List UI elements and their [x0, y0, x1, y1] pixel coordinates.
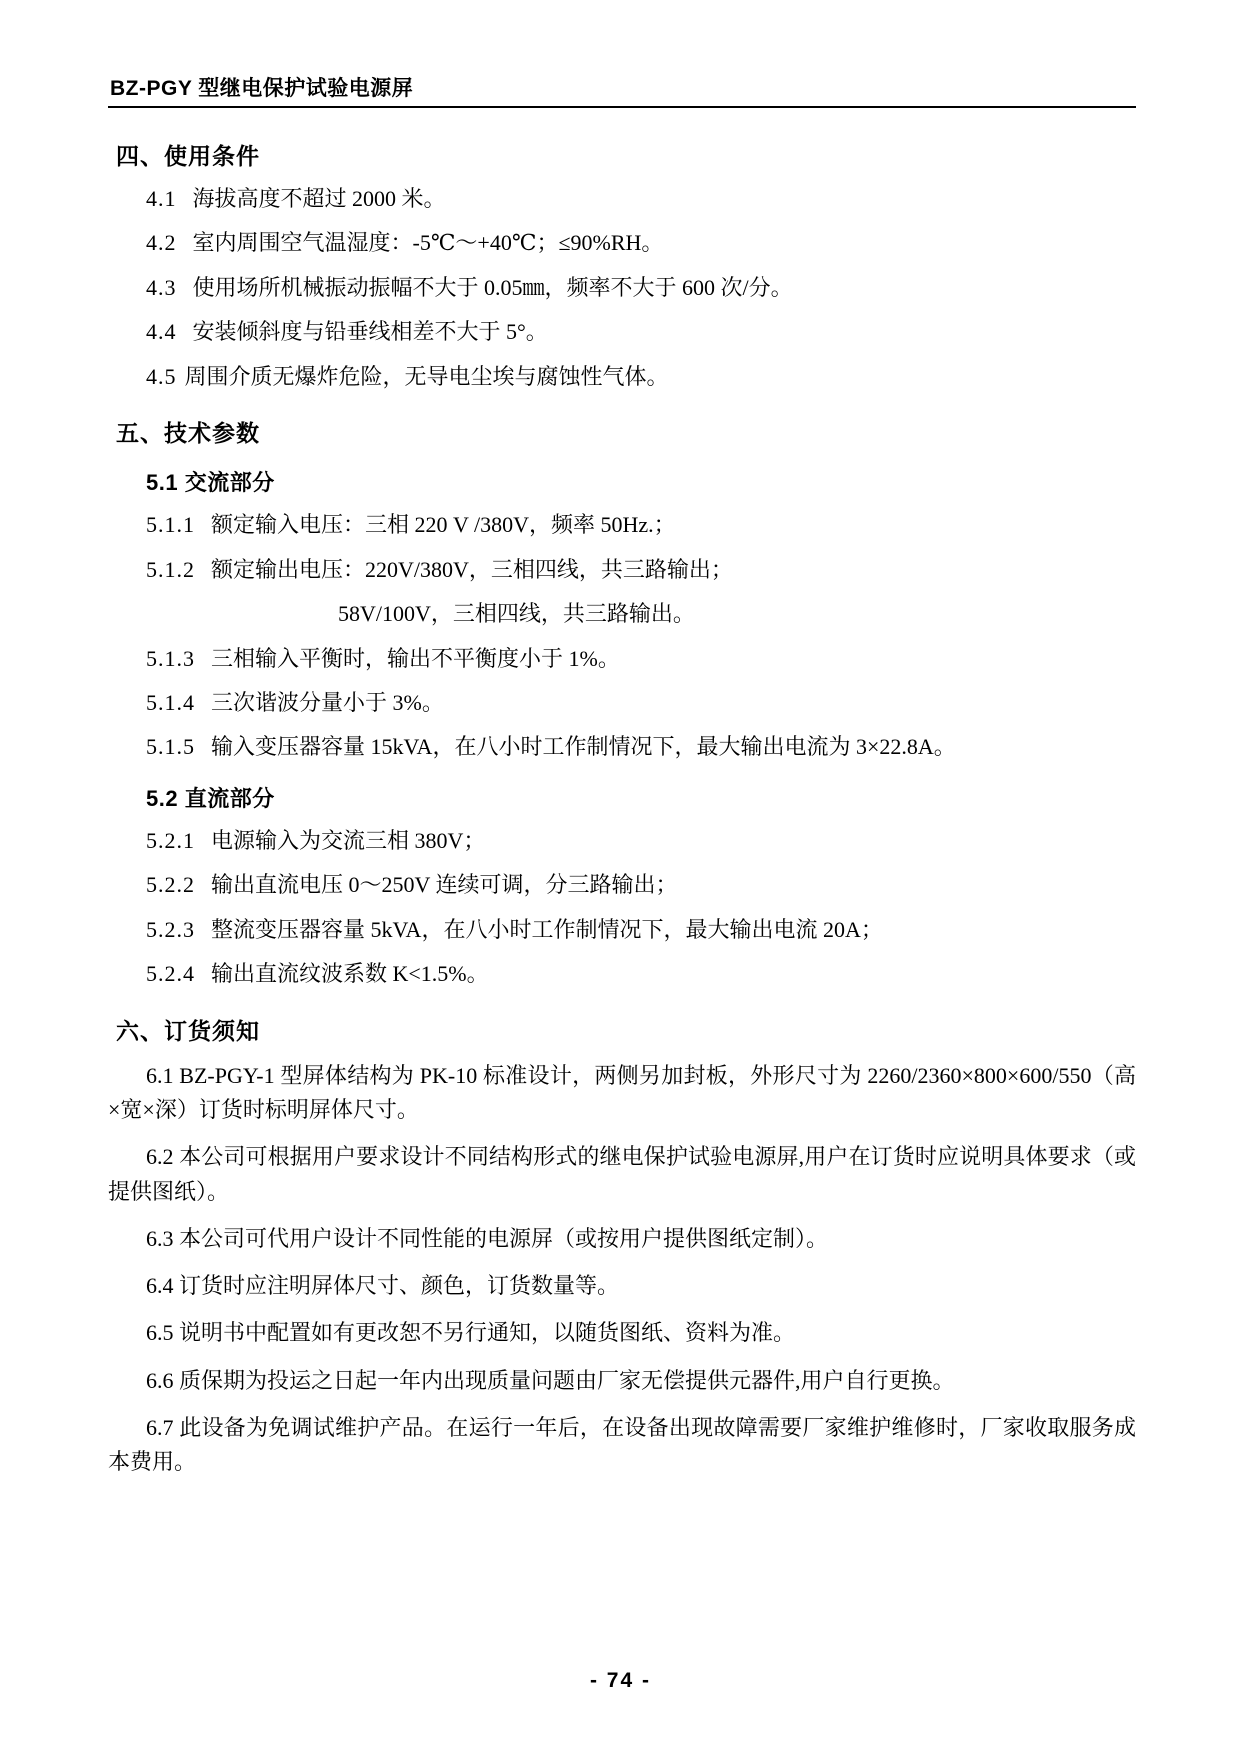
list-item [108, 868, 1136, 901]
item-number: 5.1.4 [146, 689, 195, 715]
paragraph: 6.3 本公司可代用户设计不同性能的电源屏（或按用户提供图纸定制）。 [146, 1225, 829, 1251]
paragraph: 6.5 说明书中配置如有更改恕不另行通知，以随货图纸、资料为准。 [146, 1320, 796, 1346]
item-number: 4.2 [146, 230, 177, 256]
header-divider [108, 106, 1136, 108]
section-heading-technical-parameters: 五、技术参数 [116, 420, 260, 447]
paragraph: 6.7 此设备为免调试维护产品。在运行一年后，在设备出现故障需要厂家维护维修时，厂家收取服务成本费用。 [108, 1415, 1136, 1475]
list-item [108, 360, 1136, 393]
item-text: 输入变压器容量 15kVA，在八小时工作制情况下，最大输出电流为 3×22.8A。 [211, 734, 956, 760]
paragraph: 6.1 BZ-PGY-1 型屏体结构为 PK-10 标准设计，两侧另加封板，外形尺寸为 2260/2360×800×600/550（高×宽×深）订货时标明屏体尺寸。 [108, 1062, 1136, 1122]
item-number: 4.4 [146, 319, 177, 345]
item-text: 电源输入为交流三相 380V； [211, 827, 486, 853]
item-text: 整流变压器容量 5kVA，在八小时工作制情况下，最大输出电流 20A； [211, 916, 883, 942]
list-item [108, 271, 1136, 304]
item-number: 4.1 [146, 186, 177, 211]
item-number: 5.1.5 [146, 734, 195, 760]
section-heading-ordering-notice: 六、订货须知 [116, 1017, 260, 1044]
item-text: 输出直流纹波系数 K<1.5%。 [211, 961, 489, 987]
item-text: 三相输入平衡时，输出不平衡度小于 1%。 [211, 645, 620, 671]
running-header [108, 70, 1136, 112]
paragraph: 6.2 本公司可根据用户要求设计不同结构形式的继电保护试验电源屏,用户在订货时应说明具体要求（或提供图纸）。 [108, 1144, 1136, 1204]
item-text: 使用场所机械振动振幅不大于 0.05㎜，频率不大于 600 次/分。 [192, 274, 793, 300]
item-number: 5.2.3 [146, 916, 195, 942]
section-heading-usage-conditions: 四、使用条件 [116, 143, 260, 169]
list-item [108, 686, 1136, 719]
list-item [108, 824, 1136, 857]
running-header-title: BZ-PGY 型继电保护试验电源屏 [110, 77, 414, 100]
item-number: 5.1.2 [146, 556, 195, 582]
paragraph: 6.6 质保期为投运之日起一年内出现质量问题由厂家无偿提供元器件,用户自行更换。 [146, 1367, 955, 1393]
item-text: 输出直流电压 0～250V 连续可调，分三路输出； [211, 872, 678, 898]
paragraph: 6.4 订货时应注明屏体尺寸、颜色，订货数量等。 [146, 1273, 620, 1299]
item-number: 5.2.2 [146, 872, 195, 898]
list-item [108, 957, 1136, 990]
item-text: 额定输出电压：220V/380V，三相四线，共三路输出； [211, 556, 733, 582]
page-number: - 74 - [589, 1669, 651, 1692]
item-number: 5.2.1 [146, 827, 195, 853]
list-item [108, 730, 1136, 763]
subsection-heading-dc: 5.2 直流部分 [146, 785, 275, 811]
list-item [108, 508, 1136, 541]
list-item [108, 553, 1136, 586]
page-footer [0, 1669, 1241, 1693]
item-number: 5.1.1 [146, 512, 195, 538]
item-number: 4.3 [146, 274, 177, 300]
subsection-heading-ac: 5.1 交流部分 [146, 470, 275, 496]
item-number: 5.1.3 [146, 645, 195, 671]
item-text: 额定输入电压：三相 220 V /380V，频率 50Hz.； [211, 512, 676, 538]
list-item-continuation: 58V/100V，三相四线，共三路输出。 [338, 601, 695, 627]
item-text: 海拔高度不超过 2000 米。 [192, 186, 446, 211]
list-item [108, 642, 1136, 675]
list-item [108, 182, 1136, 215]
item-text: 室内周围空气温湿度：-5℃～+40℃；≤90%RH。 [192, 230, 664, 256]
item-number: 5.2.4 [146, 961, 195, 987]
list-item [108, 913, 1136, 946]
list-item [108, 226, 1136, 259]
item-text: 安装倾斜度与铅垂线相差不大于 5°。 [192, 319, 548, 345]
item-number: 4.5 [146, 363, 177, 389]
item-text: 三次谐波分量小于 3%。 [211, 689, 444, 715]
list-item [108, 315, 1136, 348]
item-text: 周围介质无爆炸危险，无导电尘埃与腐蚀性气体。 [184, 363, 669, 389]
page-content [108, 70, 1136, 1493]
